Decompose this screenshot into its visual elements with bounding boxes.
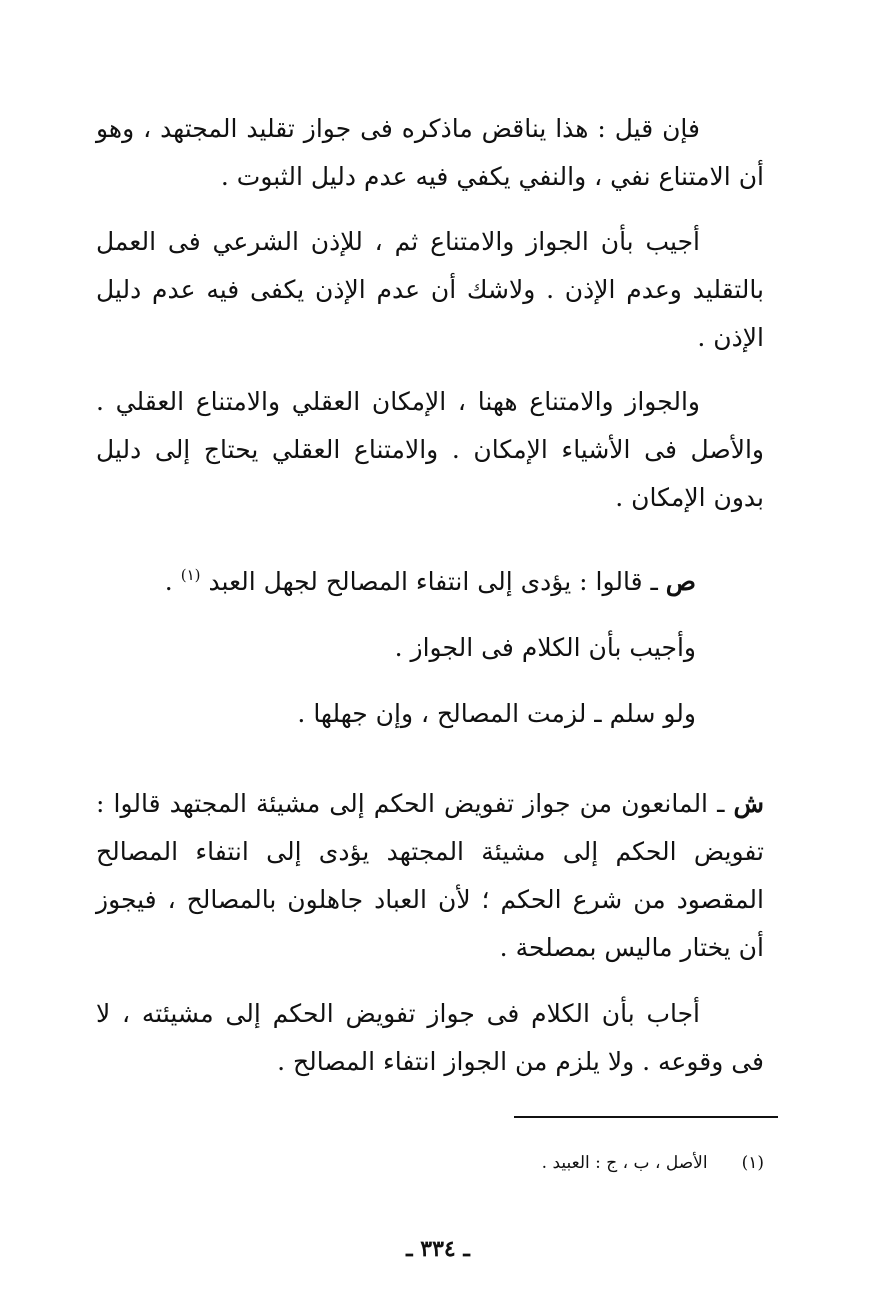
page-number: ـ ٣٣٤ ـ [406, 1236, 470, 1262]
footnote-reference[interactable]: (١) [180, 566, 201, 584]
reply-paragraph: أجيب بأن الجواز والامتناع ثم ، للإذن الشرعي فى العمل بالتقليد وعدم الإذن . ولاشك أن عدم الإذن يكفى فيه عدم دليل الإذن . [96, 227, 764, 352]
commentary-body: ـ المانعون من جواز تفويض الحكم إلى مشيئة المجتهد قالوا : تفويض الحكم إلى مشيئة المجتهد يؤدى إلى انتفاء المصالح المقصود من شرع الحكم ؛ لأن العباد جاهلون بالمصالح ، فيجوز أن يختار ماليس بمصلحة . [96, 789, 764, 962]
text-section-line-1 [165, 562, 696, 605]
text-section-line-1-end: . [164, 567, 181, 596]
clarification-paragraph: والجواز والامتناع ههنا ، الإمكان العقلي والامتناع العقلي . والأصل فى الأشياء الإمكان . والامتناع العقلي يحتاج إلى دليل بدون الإمكان . [96, 387, 764, 512]
commentary-marker: ش [733, 789, 764, 818]
footnote-text: الأصل ، ب ، ج : العبيد . [541, 1153, 708, 1173]
footnote-separator [514, 1116, 778, 1118]
text-section-line-1-body: ـ قالوا : يؤدى إلى انتفاء المصالح لجهل العبد [208, 567, 666, 596]
footnote-number: (١) [741, 1153, 764, 1173]
commentary-paragraph [96, 780, 764, 972]
answer-paragraph: أجاب بأن الكلام فى جواز تفويض الحكم إلى مشيئته ، لا فى وقوعه . ولا يلزم من الجواز انتفاء المصالح . [96, 999, 764, 1076]
text-section-line-3: ولو سلم ـ لزمت المصالح ، وإن جهلها . [297, 699, 696, 728]
text-section-marker: ص [665, 567, 696, 596]
footnote [542, 1150, 764, 1176]
text-section-line-2: وأجيب بأن الكلام فى الجواز . [394, 633, 696, 662]
objection-paragraph: فإن قيل : هذا يناقض ماذكره فى جواز تقليد المجتهد ، وهو أن الامتناع نفي ، والنفي يكفي فيه عدم دليل الثبوت . [96, 114, 764, 191]
